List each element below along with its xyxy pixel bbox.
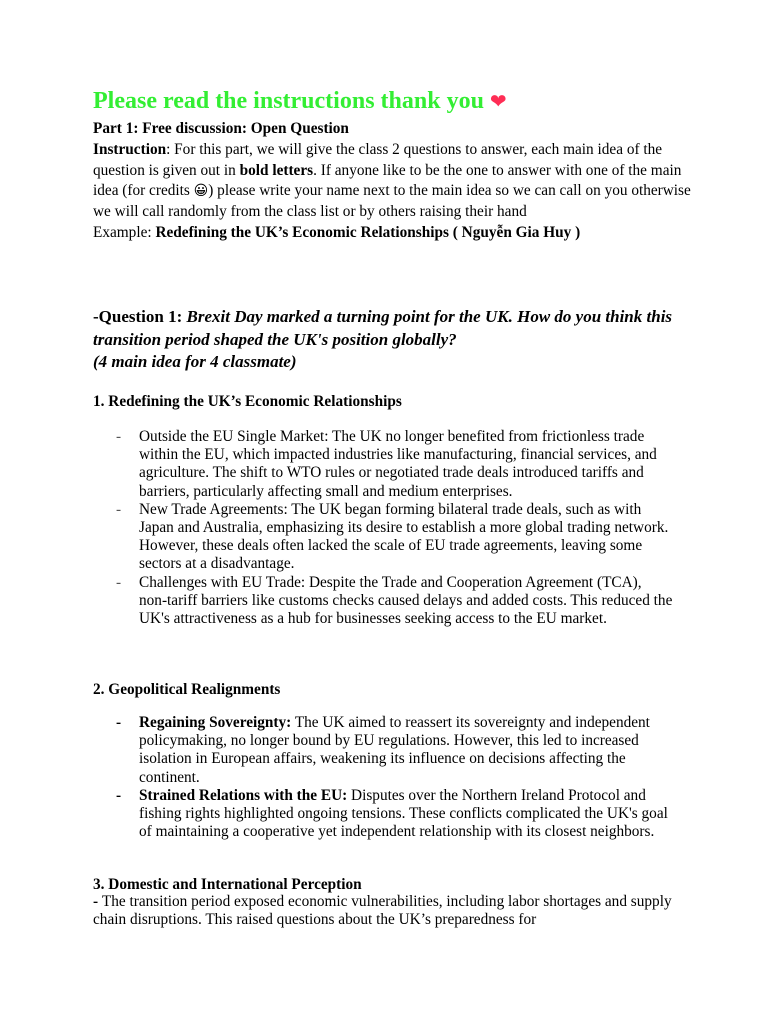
section-1-list (93, 428, 673, 628)
part1-heading-text: Part 1: Free discussion: Open Question (93, 120, 349, 137)
instruction-bold-letters: bold letters (239, 161, 314, 179)
list-item-text: Disputes over the Northern Ireland Protocol and fishing rights highlighted ongoing tensions. These conflicts complicated the UK's goal of maintaining a cooperative yet independent relationship with its closest neighbors. (139, 786, 668, 841)
instruction-text-3: ) please write your name next to the main idea so we can call on you otherwise we will call randomly from the class list or by others raising their hand (93, 182, 691, 221)
list-item-bold: Strained Relations with the EU: (139, 786, 348, 804)
list-item-text: Outside the EU Single Market: The UK no longer benefited from frictionless trade within the EU, which impacted industries like manufacturing, financial services, and agriculture. The shift to WTO rules or negotiated trade deals introduced tariffs and barriers, particularly affecting small and medium enterprises. (139, 428, 657, 500)
example-line (93, 223, 693, 244)
list-item-text: The UK aimed to reassert its sovereignty and independent policymaking, no longer bound by EU regulations. However, this led to increased isolation in European affairs, weakening its influence on decisions affecting the continent. (139, 714, 650, 786)
section-2-heading: 2. Geopolitical Realignments (93, 681, 281, 698)
instruction-paragraph (93, 140, 693, 223)
dash-bullet: - (116, 714, 122, 731)
section-3-text: The transition period exposed economic vulnerabilities, including labor shortages and supply chain disruptions. This raised questions about the UK’s preparedness for (93, 893, 672, 929)
dash-bullet: - (116, 500, 122, 518)
instruction-text-2: . If anyone like to be the one to answer with one of the main idea (for credits (93, 161, 682, 200)
instruction-label: Instruction (93, 140, 167, 158)
dash-bullet: - (116, 786, 122, 804)
list-item-bold: Regaining Sovereignty: (139, 714, 292, 731)
intro-block (93, 119, 693, 244)
example-text: Redefining the UK’s Economic Relationships ( Nguyễn Gia Huy ) (155, 223, 581, 241)
heart-icon: ❤ (489, 89, 507, 113)
section-3-lead-dash: - (93, 893, 102, 910)
example-label: Example: (93, 223, 156, 241)
question-1-prefix: -Question 1: (93, 307, 187, 326)
list-item-text: New Trade Agreements: The UK began forming bilateral trade deals, such as with Japan and Australia, emphasizing its desire to establish a more global trading network. However, these deals often lacked the scale of EU trade agreements, leaving some sectors at a disadvantage. (139, 500, 669, 573)
list-item (93, 501, 673, 574)
list-item (93, 574, 673, 629)
dash-bullet: - (116, 573, 122, 591)
list-item-text: Challenges with EU Trade: Despite the Trade and Cooperation Agreement (TCA), non-tariff barriers like customs checks caused delays and added costs. This reduced the UK's attractiveness as a hub for businesses seeking access to the EU market. (139, 573, 673, 628)
part1-heading (93, 119, 693, 140)
title-text: Please read the instructions thank you (93, 88, 484, 114)
dash-bullet: - (116, 428, 122, 445)
section-2-list (93, 714, 673, 841)
section-3-heading: 3. Domestic and International Perception (93, 876, 362, 893)
question-1-note: (4 main idea for 4 classmate) (93, 352, 297, 371)
instruction-text-1: : For this part, we will give the class 2 questions to answer, each main idea of the question is given out in (93, 140, 663, 179)
section-3-paragraph (93, 893, 673, 929)
page-title (93, 86, 507, 116)
question-1-text: Brexit Day marked a turning point for the UK. How do you think this transition period shaped the UK's position globally? (93, 307, 673, 349)
list-item (93, 714, 673, 787)
list-item (93, 787, 673, 842)
smile-icon: 😀 (193, 183, 209, 200)
section-1-heading: 1. Redefining the UK’s Economic Relationships (93, 393, 402, 410)
list-item (93, 428, 673, 501)
question-1 (93, 306, 693, 374)
